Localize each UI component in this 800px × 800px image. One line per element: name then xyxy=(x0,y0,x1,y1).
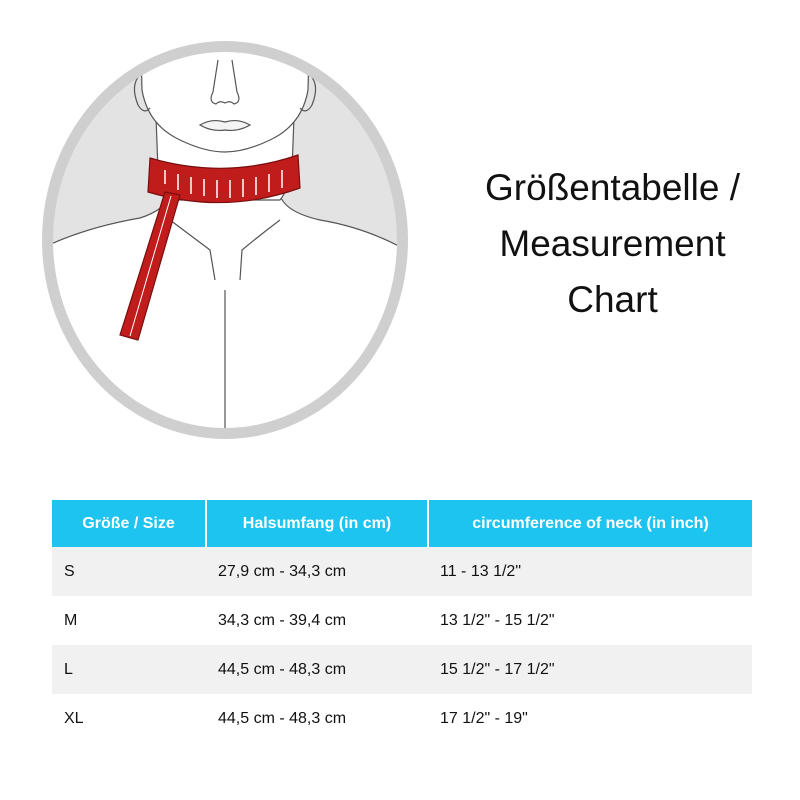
header-neck-cm: Halsumfang (in cm) xyxy=(206,500,428,547)
table-row xyxy=(52,547,752,596)
cm-cell: 34,3 cm - 39,4 cm xyxy=(206,596,428,645)
size-cell: S xyxy=(52,547,206,596)
size-cell: M xyxy=(52,596,206,645)
inch-cell: 15 1/2" - 17 1/2" xyxy=(428,645,752,694)
page-title xyxy=(430,160,795,328)
table-header-row xyxy=(52,500,752,547)
table-row xyxy=(52,645,752,694)
title-line-1: Größentabelle / xyxy=(484,167,741,208)
cm-cell: 44,5 cm - 48,3 cm xyxy=(206,694,428,743)
size-cell: XL xyxy=(52,694,206,743)
inch-cell: 17 1/2" - 19" xyxy=(428,694,752,743)
cm-cell: 27,9 cm - 34,3 cm xyxy=(206,547,428,596)
neck-measurement-illustration xyxy=(30,30,430,450)
size-table xyxy=(52,500,752,743)
header-neck-inch: circumference of neck (in inch) xyxy=(428,500,752,547)
title-line-2: Measurement xyxy=(499,223,726,264)
cm-cell: 44,5 cm - 48,3 cm xyxy=(206,645,428,694)
title-line-3: Chart xyxy=(567,279,658,320)
header-size: Größe / Size xyxy=(52,500,206,547)
torso-figure xyxy=(30,30,430,450)
table-row xyxy=(52,596,752,645)
inch-cell: 11 - 13 1/2" xyxy=(428,547,752,596)
table-row xyxy=(52,694,752,743)
size-cell: L xyxy=(52,645,206,694)
inch-cell: 13 1/2" - 15 1/2" xyxy=(428,596,752,645)
